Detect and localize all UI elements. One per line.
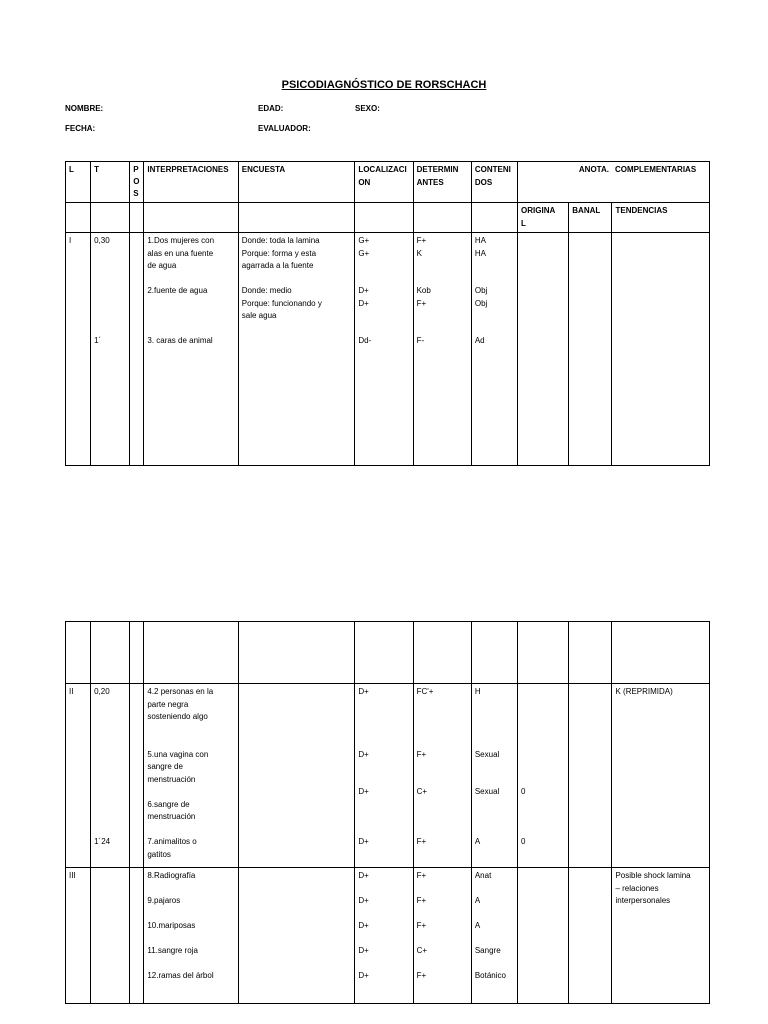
evaluador-label: EVALUADOR: — [258, 124, 311, 133]
header-t: T — [91, 162, 130, 203]
fecha-label: FECHA: — [65, 124, 96, 133]
sexo-label: SEXO: — [355, 104, 380, 113]
tiempo-cell: 0,20 1´24 — [91, 684, 130, 868]
localizacion-cell: D+ D+ D+ D+ — [355, 684, 413, 868]
header-localizacion: LOCALIZACI ON — [355, 162, 413, 203]
tendencias-cell: K (REPRIMIDA) — [612, 684, 710, 868]
rorschach-table-1 — [65, 161, 710, 466]
header-complementarias: COMPLEMENTARIAS — [612, 162, 710, 203]
page-title: PSICODIAGNÓSTICO DE RORSCHACH — [281, 79, 487, 91]
contenidos-cell: HA HA Obj Obj Ad — [471, 233, 517, 466]
interpretaciones-cell: 1.Dos mujeres con alas en una fuente de agua 2.fuente de agua 3. caras de animal — [144, 233, 238, 466]
header-banal: BANAL — [569, 203, 612, 233]
header-original: ORIGINA L — [518, 203, 569, 233]
header-contenidos: CONTENI DOS — [471, 162, 517, 203]
lamina-cell: III — [66, 868, 91, 1004]
encuesta-cell: Donde: toda la lamina Porque: forma y esta agarrada a la fuente Donde: medio Porque: funcionando y sale agua — [238, 233, 355, 466]
tiempo-cell: 0,30 1´ — [91, 233, 130, 466]
tendencias-cell: Posible shock lamina – relaciones interpersonales — [612, 868, 710, 1004]
original-cell: 0 0 — [518, 684, 569, 868]
contenidos-cell: Anat A A Sangre Botánico — [471, 868, 517, 1004]
determinantes-cell: F+ K Kob F+ F- — [413, 233, 471, 466]
header-encuesta: ENCUESTA — [238, 162, 355, 203]
lamina-cell: II — [66, 684, 91, 868]
determinantes-cell: FC'+ F+ C+ F+ — [413, 684, 471, 868]
localizacion-cell: G+ G+ D+ D+ Dd- — [355, 233, 413, 466]
lamina-cell: I — [66, 233, 91, 466]
localizacion-cell: D+ D+ D+ D+ D+ — [355, 868, 413, 1004]
header-interpretaciones: INTERPRETACIONES — [144, 162, 238, 203]
nombre-label: NOMBRE: — [65, 104, 104, 113]
contenidos-cell: H Sexual Sexual A — [471, 684, 517, 868]
header-anota: ANOTA. — [518, 162, 612, 203]
header-tendencias: TENDENCIAS — [612, 203, 710, 233]
edad-label: EDAD: — [258, 104, 284, 113]
determinantes-cell: F+ F+ F+ C+ F+ — [413, 868, 471, 1004]
header-determinantes: DETERMIN ANTES — [413, 162, 471, 203]
header-pos: P O S — [130, 162, 144, 203]
interpretaciones-cell: 8.Radiografía 9.pajaros 10.mariposas 11.sangre roja 12.ramas del árbol — [144, 868, 238, 1004]
rorschach-table-2 — [65, 621, 710, 1004]
header-l: L — [66, 162, 91, 203]
interpretaciones-cell: 4.2 personas en la parte negra sosteniendo algo 5.una vagina con sangre de menstruación 6.sangre de menstruación 7.animalitos o gatitos — [144, 684, 238, 868]
